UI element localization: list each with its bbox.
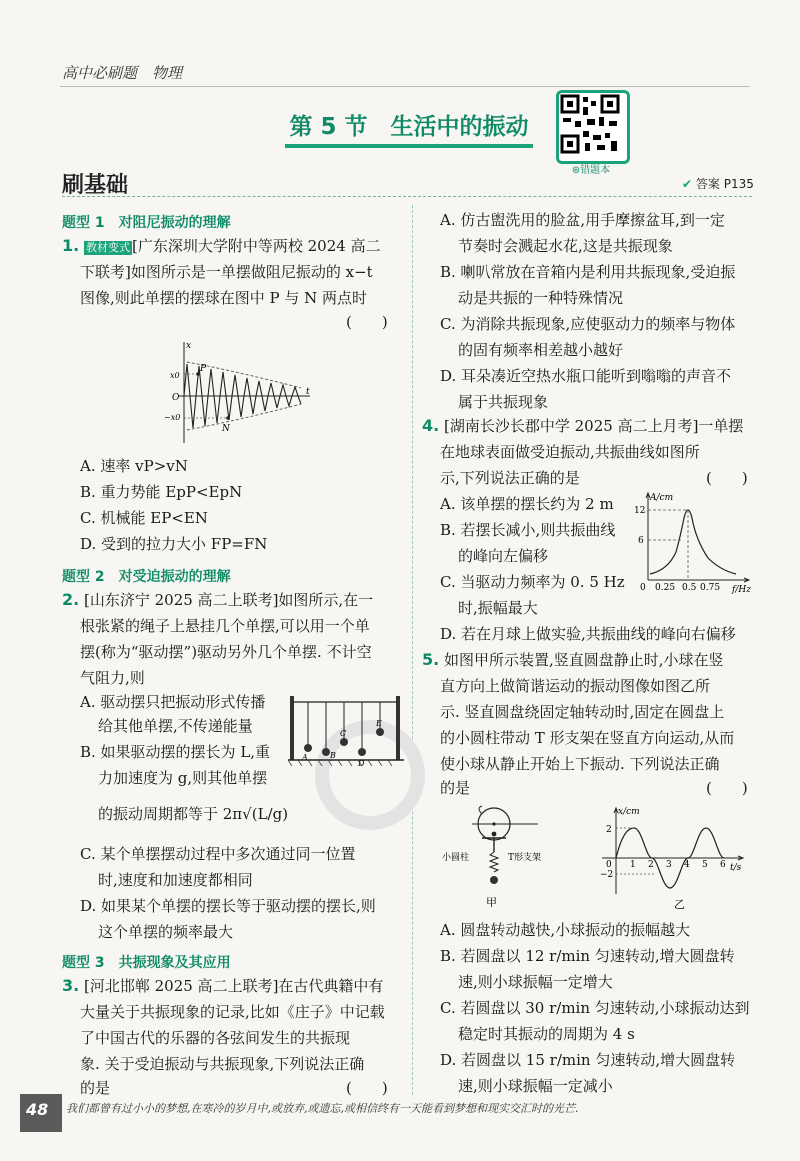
q4-ytick-6: 6: [638, 536, 644, 546]
q3-line-4: 象. 关于受迫振动与共振现象,下列说法正确: [80, 1055, 365, 1073]
question-type-1: 题型 1 对阻尼振动的理解: [62, 215, 231, 231]
q4-option-c-2: 时,振幅最大: [458, 599, 538, 617]
q5-xtick-6: 6: [720, 860, 726, 870]
svg-text:A: A: [302, 753, 308, 762]
q1-p-label: P: [200, 364, 207, 374]
q5-cyl-label: 小圆柱: [442, 853, 470, 863]
q2-ball-d: [358, 748, 366, 756]
q5-fig-yi-label: 乙: [674, 898, 685, 911]
answer-ref[interactable]: [682, 175, 754, 192]
q2-line-2: 根张紧的绳子上悬挂几个单摆,可以用一个单: [80, 617, 370, 635]
q4-ylabel: A/cm: [650, 493, 674, 503]
q4-answer-blank: ( ): [706, 469, 748, 487]
q4-line-3: 示,下列说法正确的是: [440, 469, 580, 487]
q4-resonance-graph: [628, 488, 756, 596]
q3-line-5: 的是: [80, 1079, 111, 1097]
q5-option-d-2: 速,则小球振幅一定减小: [458, 1077, 613, 1095]
q3-text-1: [河北邯郸 2025 高二上联考]在古代典籍中有: [84, 977, 384, 995]
q5-line-6: 的是: [440, 779, 471, 797]
q5-xtick-2: 2: [648, 860, 654, 870]
q5-line-2: 直方向上做简谐运动的振动图像如图乙所: [440, 677, 711, 695]
section-divider: [62, 196, 752, 197]
q3-answer-blank: ( ): [346, 1079, 388, 1097]
q3-option-b-1[interactable]: B. 喇叭常放在音箱内是利用共振现象,受迫振: [440, 263, 736, 281]
q4-option-a[interactable]: A. 该单摆的摆长约为 2 m: [440, 495, 614, 513]
q2-ball-b: [322, 748, 330, 756]
q1-option-c[interactable]: C. 机械能 EP<EN: [80, 509, 208, 527]
q4-xtick-025: 0.25: [655, 583, 676, 593]
q5-xlabel: t/s: [730, 863, 742, 873]
q4-option-b-1[interactable]: B. 若摆长减小,则共振曲线: [440, 521, 616, 539]
q4-xlabel: f/Hz: [732, 585, 751, 595]
q1-option-b[interactable]: B. 重力势能 EpP<EpN: [80, 483, 243, 501]
q5-number: 5.: [422, 650, 440, 669]
q4-option-b-2: 的峰向左偏移: [458, 547, 549, 565]
q1-damped-graph: [160, 338, 320, 448]
q5-option-d-1[interactable]: D. 若圆盘以 15 r/min 匀速转动,增大圆盘转: [440, 1051, 736, 1069]
q5-xtick-4: 4: [684, 860, 690, 870]
q5-origin: 0: [606, 860, 612, 870]
q1-tag: 教材变式: [86, 241, 130, 254]
q2-number: 2.: [62, 590, 80, 609]
q2-option-c-1[interactable]: C. 某个单摆摆动过程中多次通过同一位置: [80, 845, 356, 863]
q1-axis-y-label: x: [186, 341, 192, 351]
q5-ylabel: x/cm: [618, 807, 640, 817]
q5-y2: 2: [606, 825, 612, 835]
qr-label: ⊛错题本: [571, 165, 611, 176]
q4-origin: 0: [640, 583, 646, 593]
q5-figure-yi: [592, 804, 752, 916]
q2-line-4: 气阻力,则: [80, 669, 145, 687]
q1-line-1: [62, 236, 381, 256]
q2-option-a-2: 给其他单摆,不传递能量: [98, 717, 253, 735]
q3-line-2: 大量关于共振现象的记录,比如《庄子》中记载: [80, 1003, 385, 1021]
q1-line-3: 图像,则此单摆的摆球在图中 P 与 N 两点时: [80, 289, 368, 307]
question-type-2: 题型 2 对受迫振动的理解: [62, 569, 231, 585]
q2-option-b-2: 力加速度为 g,则其他单摆: [98, 769, 268, 787]
q5-xtick-1: 1: [630, 860, 636, 870]
q5-xtick-5: 5: [702, 860, 708, 870]
q5-answer-blank: ( ): [706, 779, 748, 797]
q3-line-1: [62, 976, 383, 996]
q5-tframe-label: T形支架: [508, 853, 542, 863]
q3-option-d-1[interactable]: D. 耳朵凑近空热水瓶口能听到嗡嗡的声音不: [440, 367, 732, 385]
q1-n-label: N: [222, 424, 230, 434]
q5-option-b-1[interactable]: B. 若圆盘以 12 r/min 匀速转动,增大圆盘转: [440, 947, 735, 965]
header-divider: [60, 86, 750, 87]
q2-option-d-2: 这个单摆的频率最大: [98, 923, 234, 941]
q3-option-c-2: 的固有频率相差越小越好: [458, 341, 624, 359]
q2-ball-a: [304, 744, 312, 752]
q4-line-2: 在地球表面做受迫振动,共振曲线如图所: [440, 443, 700, 461]
q3-line-3: 了中国古代的乐器的各弦间发生的共振现: [80, 1029, 351, 1047]
q2-ball-e: [376, 728, 384, 736]
page-number: 48: [26, 1100, 49, 1119]
svg-text:E: E: [376, 719, 382, 728]
q1-x0-label: x0: [170, 371, 180, 380]
qr-code-icon: [559, 93, 621, 155]
q4-text-1: [湖南长沙长郡中学 2025 高二上月考]一单摆: [444, 417, 744, 435]
q3-option-a-1[interactable]: A. 仿古盥洗用的脸盆,用手摩擦盆耳,到一定: [440, 211, 725, 229]
q4-xtick-075: 0.75: [700, 583, 721, 593]
q5-cylinder: [492, 832, 497, 837]
q2-option-c-2: 时,速度和加速度都相同: [98, 871, 253, 889]
q3-option-c-1[interactable]: C. 为消除共振现象,应使驱动力的频率与物体: [440, 315, 736, 333]
q1-option-d[interactable]: D. 受到的拉力大小 FP=FN: [80, 535, 268, 553]
q1-line-2: 下联考]如图所示是一单摆做阻尼振动的 x−t: [80, 263, 373, 281]
q3-number: 3.: [62, 976, 80, 995]
q2-option-d-1[interactable]: D. 如果某个单摆的摆长等于驱动摆的摆长,则: [80, 897, 376, 915]
q4-option-c-1[interactable]: C. 当驱动力频率为 0. 5 Hz: [440, 573, 625, 591]
q5-option-b-2: 速,则小球振幅一定增大: [458, 973, 613, 991]
q4-option-d[interactable]: D. 若在月球上做实验,共振曲线的峰向右偏移: [440, 625, 736, 643]
q2-line-3: 摆(称为“驱动摆”)驱动另外几个单摆. 不计空: [80, 643, 372, 661]
q5-line-4: 的小圆柱带动 T 形支架在竖直方向运动,从而: [440, 729, 735, 747]
svg-text:B: B: [330, 751, 336, 760]
q3-option-d-2: 属于共振现象: [458, 393, 549, 411]
book-title: 高中必刷题 物理: [62, 64, 183, 82]
q2-pendulum-diagram: [288, 692, 406, 770]
q4-ytick-12: 12: [634, 506, 646, 516]
q4-number: 4.: [422, 416, 440, 435]
q2-option-a-1[interactable]: A. 驱动摆只把振动形式传播: [80, 693, 266, 711]
section-title: 刷基础: [62, 173, 129, 198]
answer-page: 答案 P135: [695, 177, 754, 191]
q1-text-1: [广东深圳大学附中等两校 2024 高二: [132, 237, 381, 255]
check-icon: ✔: [682, 177, 693, 191]
svg-text:D: D: [358, 759, 365, 768]
q4-xtick-05: 0.5: [682, 583, 697, 593]
q5-option-c-2: 稳定时其振动的周期为 4 s: [458, 1025, 635, 1043]
q5-yneg2: −2: [600, 870, 614, 880]
q5-text-1: 如图甲所示装置,竖直圆盘静止时,小球在竖: [444, 651, 724, 669]
svg-text:C: C: [340, 729, 347, 738]
q2-option-b-1[interactable]: B. 如果驱动摆的摆长为 L,重: [80, 743, 271, 761]
q1-answer-blank: ( ): [346, 313, 388, 331]
q1-negx0-label: −x0: [164, 413, 181, 422]
qr-code[interactable]: [556, 90, 630, 164]
q1-axis-x-label: t: [306, 387, 310, 397]
q2-ball-c: [340, 738, 348, 746]
footer-quote: 我们都曾有过小小的梦想,在寒冷的岁月中,或放弃,或遗忘,或相信终有一天能看到梦想和现实交汇时的光芒.: [66, 1102, 579, 1115]
q4-line-1: [422, 416, 743, 436]
q5-ball: [490, 876, 498, 884]
q1-point-n: [226, 416, 230, 420]
q2-text-1: [山东济宁 2025 高二上联考]如图所示,在一: [84, 591, 374, 609]
q2-line-1: [62, 590, 373, 610]
q1-option-a[interactable]: A. 速率 vP>vN: [80, 457, 188, 475]
q4-curve: [650, 510, 736, 574]
q1-origin-label: O: [172, 393, 180, 403]
column-separator: [412, 205, 413, 1095]
q1-number: 1.: [62, 236, 80, 255]
q5-line-5: 使小球从静止开始上下振动. 下列说法正确: [440, 755, 720, 773]
q5-option-a[interactable]: A. 圆盘转动越快,小球振动的振幅越大: [440, 921, 691, 939]
q5-fig-jia-label: 甲: [486, 896, 497, 909]
q3-option-a-2: 节奏时会溅起水花,这是共振现象: [458, 237, 673, 255]
lesson-title: 第 5 节 生活中的振动: [285, 108, 533, 148]
q5-option-c-1[interactable]: C. 若圆盘以 30 r/min 匀速转动,小球振动达到: [440, 999, 750, 1017]
q5-xtick-3: 3: [666, 860, 672, 870]
q5-figure-jia: [442, 804, 572, 916]
q5-line-1: [422, 650, 724, 670]
question-type-3: 题型 3 共振现象及其应用: [62, 955, 231, 971]
q5-line-3: 示. 竖直圆盘绕固定轴转动时,固定在圆盘上: [440, 703, 725, 721]
q2-option-b-3: 的振动周期都等于 2π√(L/g): [98, 805, 289, 823]
q3-option-b-2: 动是共振的一种特殊情况: [458, 289, 624, 307]
